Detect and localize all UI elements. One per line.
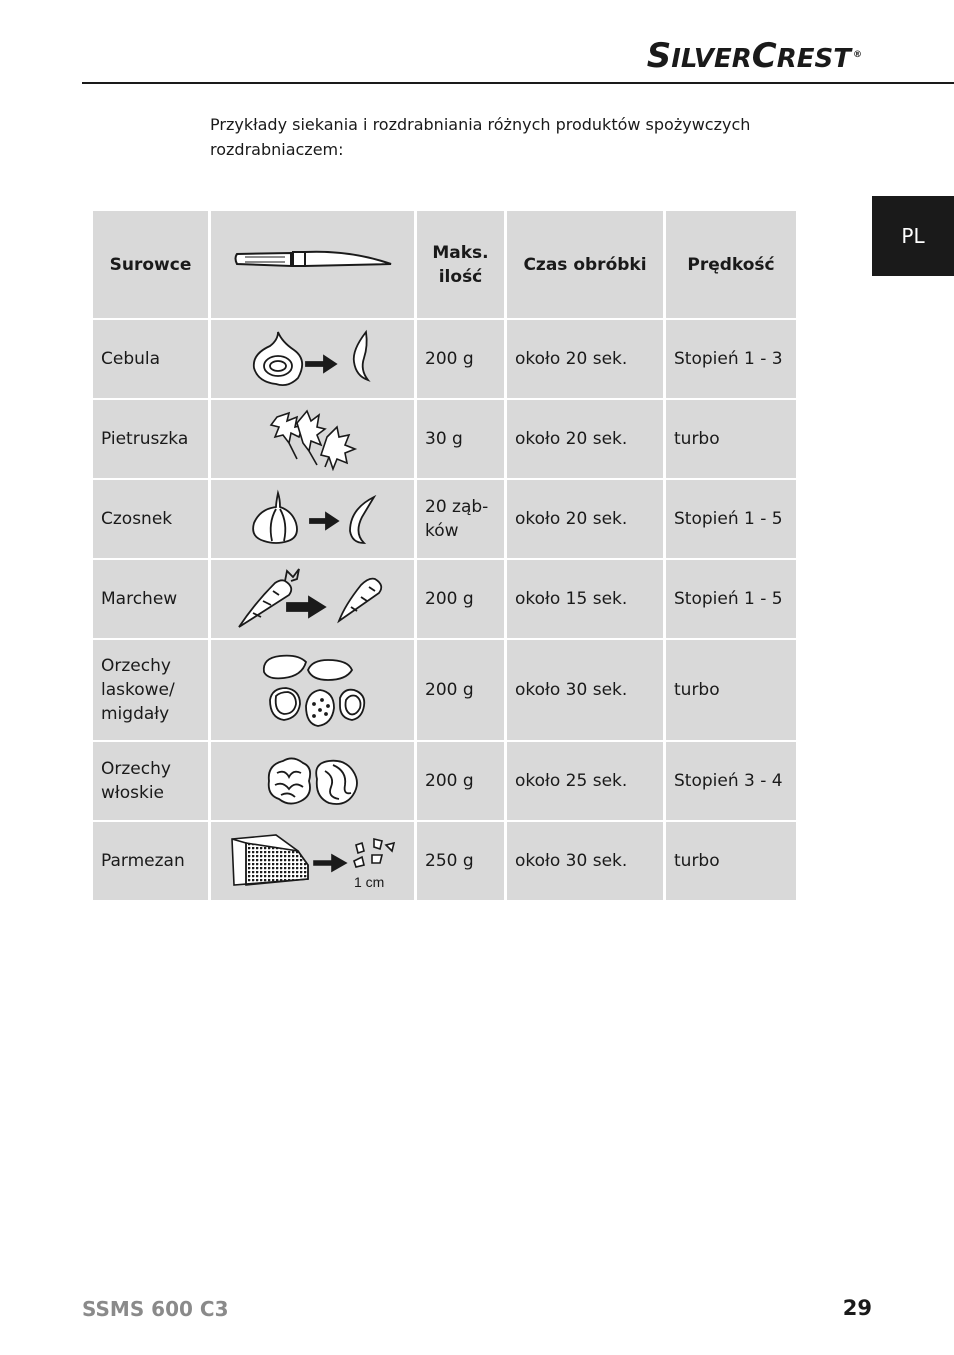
qty-cell: 20 ząb-ków: [417, 480, 504, 558]
table-row: [93, 822, 796, 900]
product-cell: Orzechy laskowe/ migdały: [93, 640, 208, 740]
qty-cell: 200 g: [417, 640, 504, 740]
header-max-qty: Maks. ilość: [417, 211, 504, 318]
speed-cell: turbo: [666, 400, 796, 478]
speed-cell: Stopień 1 - 5: [666, 480, 796, 558]
table-row: [93, 320, 796, 398]
qty-cell: 250 g: [417, 822, 504, 900]
table-row: [93, 742, 796, 820]
time-cell: około 20 sek.: [507, 320, 663, 398]
parmesan-size-caption: 1 cm: [353, 874, 384, 890]
header-time: Czas obróbki: [507, 211, 663, 318]
qty-cell: 30 g: [417, 400, 504, 478]
table-row: [93, 480, 796, 558]
table-row: [93, 560, 796, 638]
speed-cell: turbo: [666, 822, 796, 900]
speed-cell: Stopień 1 - 3: [666, 320, 796, 398]
time-cell: około 30 sek.: [507, 640, 663, 740]
parsley-icon: [211, 400, 414, 478]
header-rule: [82, 82, 954, 84]
walnut-icon: [211, 742, 414, 820]
qty-cell: 200 g: [417, 560, 504, 638]
table-row: [93, 640, 796, 740]
speed-cell: turbo: [666, 640, 796, 740]
header-speed: Prędkość: [666, 211, 796, 318]
brand-logo: SILVERCREST ®: [646, 36, 862, 76]
time-cell: około 20 sek.: [507, 400, 663, 478]
product-cell: Marchew: [93, 560, 208, 638]
processing-table: [90, 209, 799, 902]
time-cell: około 15 sek.: [507, 560, 663, 638]
time-cell: około 20 sek.: [507, 480, 663, 558]
page-number: 29: [842, 1296, 872, 1320]
product-cell: Orzechy włoskie: [93, 742, 208, 820]
knife-icon: [211, 211, 414, 318]
time-cell: około 25 sek.: [507, 742, 663, 820]
qty-cell: 200 g: [417, 742, 504, 820]
table-header-row: [93, 211, 796, 318]
speed-cell: Stopień 1 - 5: [666, 560, 796, 638]
product-cell: Pietruszka: [93, 400, 208, 478]
product-cell: Czosnek: [93, 480, 208, 558]
garlic-chop-icon: [211, 480, 414, 558]
product-cell: Parmezan: [93, 822, 208, 900]
header-product: Surowce: [93, 211, 208, 318]
hazelnut-almond-icon: [211, 640, 414, 740]
parmesan-chop-icon: [211, 822, 414, 900]
speed-cell: Stopień 3 - 4: [666, 742, 796, 820]
product-cell: Cebula: [93, 320, 208, 398]
model-number: SSMS 600 C3: [82, 1297, 229, 1321]
table-row: [93, 400, 796, 478]
intro-text: Przykłady siekania i rozdrabniania różnych produktów spożywczych rozdrabniaczem:: [210, 115, 751, 159]
language-tab: PL: [872, 196, 954, 276]
onion-chop-icon: [211, 320, 414, 398]
qty-cell: 200 g: [417, 320, 504, 398]
carrot-chop-icon: [211, 560, 414, 638]
time-cell: około 30 sek.: [507, 822, 663, 900]
